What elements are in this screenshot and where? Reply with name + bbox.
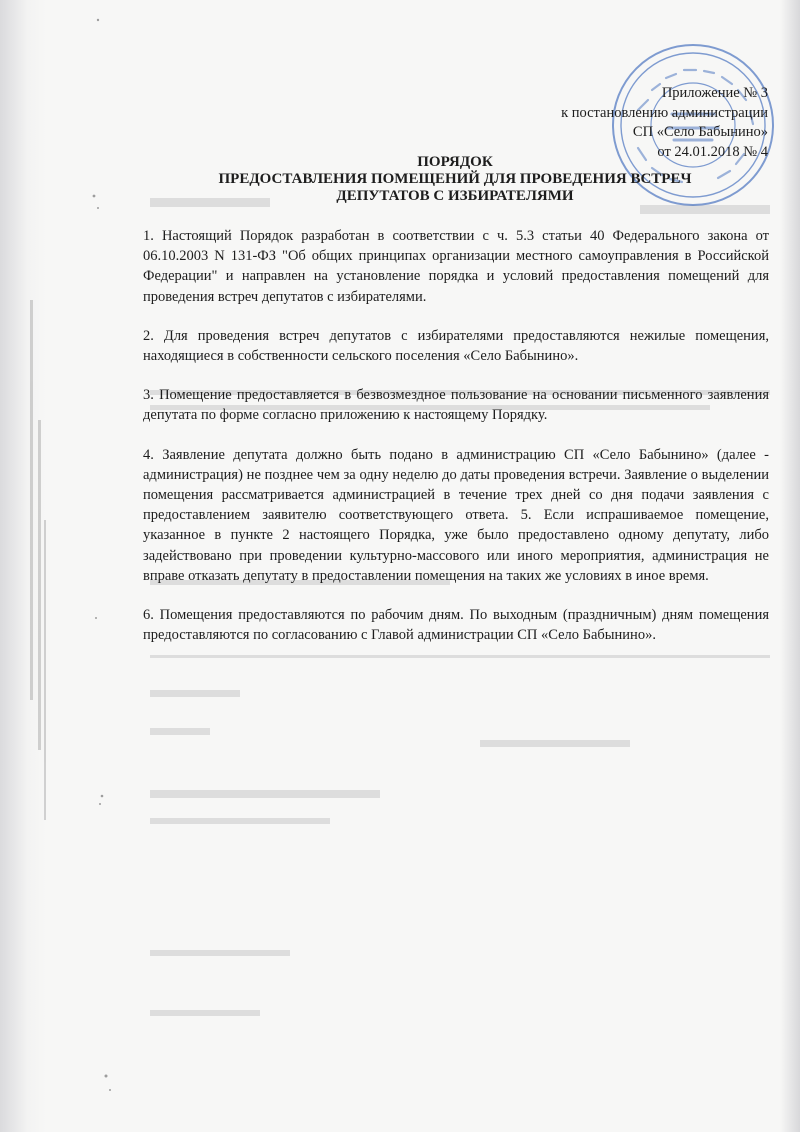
paragraph-1: 1. Настоящий Порядок разработан в соответствии с ч. 5.3 статьи 40 Федерального закона от 06.10.2003 N 131-ФЗ "Об общих принципах организации местного самоуправления в Российской Федерации" и направлен на установление порядка и условий предоставления помещений для проведения встреч депутатов с избирателями. [143, 228, 769, 305]
appendix-date: от 24.01.2018 № 4 [657, 143, 768, 160]
appendix-settlement: СП «Село Бабынино» [632, 124, 768, 140]
paragraph-2: 2. Для проведения встреч депутатов с избирателями предоставляются нежилые помещения, находящиеся в собственности сельского поселения «Село Бабынино». [143, 327, 769, 365]
appendix-number: Приложение № 3 [661, 85, 768, 101]
title-line-1: ПОРЯДОК [417, 154, 493, 170]
paragraph-6: 6. Помещения предоставляются по рабочим дням. По выходным (праздничным) дням помещения предоставляются по согласованию с Главой администрации СП «Село Бабынино». [143, 607, 769, 644]
title-line-2: ПРЕДОСТАВЛЕНИЯ ПОМЕЩЕНИЙ ДЛЯ ПРОВЕДЕНИЯ ВСТРЕЧ [218, 171, 692, 187]
paragraph-4: 4. Заявление депутата должно быть подано в администрацию СП «Село Бабынино» (далее - администрация) не позднее чем за одну неделю до даты проведения встречи. Заявление о выделении помещения рассматривается администрацией в течение трех дней со дня подачи заявления с предоставлением заявителю соответствующего ответа. 5. Если испрашиваемое помещение, указанное в пункте 2 настоящего Порядка, уже было предоставлено одному депутату, либо задействовано при проведении культурно-массового или иного мероприятия, администрация не вправе отказать депутату в предоставлении помещения на таких же условиях в иное время. [143, 446, 769, 584]
appendix-reference: к постановлению администрации [561, 104, 768, 121]
title-line-3: ДЕПУТАТОВ С ИЗБИРАТЕЛЯМИ [336, 188, 574, 204]
paragraph-3: 3. Помещение предоставляется в безвозмездное пользование на основании письменного заявления депутата по форме согласно приложению к настоящему Порядку. [143, 387, 769, 424]
